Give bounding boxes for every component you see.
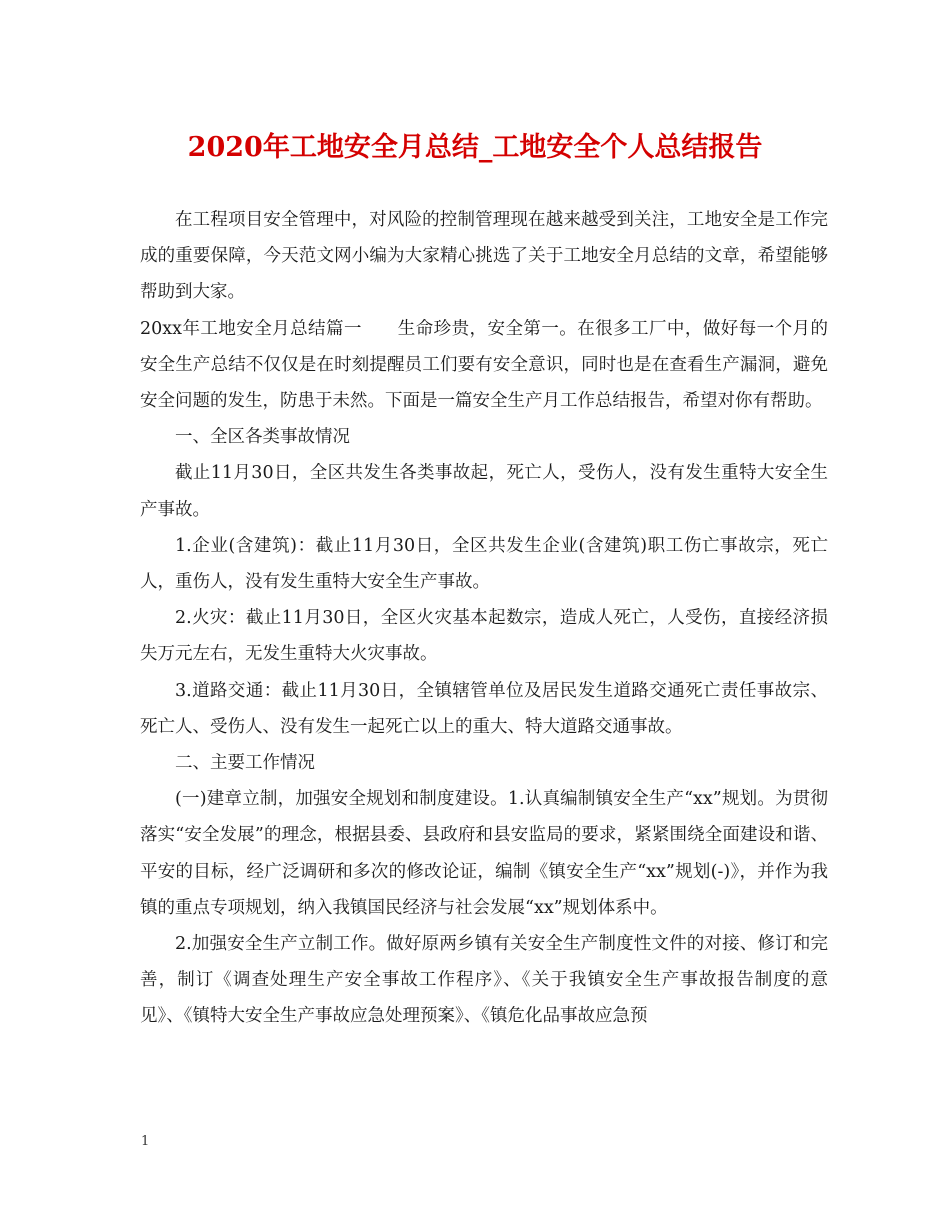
paragraph: 1.企业(含建筑)：截止11月30日，全区共发生企业(含建筑)职工伤亡事故宗，死亡人，重伤人，没有发生重特大安全生产事故。 <box>140 535 828 593</box>
paragraph: 2.加强安全生产立制工作。做好原两乡镇有关安全生产制度性文件的对接、修订和完善，制订《调查处理生产安全事故工作程序》、《关于我镇安全生产事故报告制度的意见》、《镇特大安全生产事故应急处理预案》、《镇危化品事故应急预 <box>140 934 828 1027</box>
paragraph: (一)建章立制，加强安全规划和制度建设。1.认真编制镇安全生产“xx”规划。为贯彻落实“安全发展”的理念，根据县委、县政府和县安监局的要求，紧紧围绕全面建设和谐、平安的目标，经广泛调研和多次的修改论证，编制《镇安全生产“xx”规划(-)》，并作为我镇的重点专项规划，纳入我镇国民经济与社会发展“xx”规划体系中。 <box>140 789 828 918</box>
paragraph: 截止11月30日，全区共发生各类事故起，死亡人，受伤人，没有发生重特大安全生产事故。 <box>140 463 828 520</box>
document-title: 2020年工地安全月总结_工地安全个人总结报告 <box>187 132 763 163</box>
paragraph: 20xx年工地安全月总结篇一 生命珍贵，安全第一。在很多工厂中，做好每一个月的安全生产总结不仅仅是在时刻提醒员工们要有安全意识，同时也是在查看生产漏洞，避免安全问题的发生，防患于未然。下面是一篇安全生产月工作总结报告，希望对你有帮助。 <box>140 318 828 412</box>
paragraph: 3.道路交通：截止11月30日，全镇辖管单位及居民发生道路交通死亡责任事故宗、死亡人、受伤人、没有发生一起死亡以上的重大、特大道路交通事故。 <box>140 680 828 737</box>
page-number: 1 <box>141 1134 150 1149</box>
paragraph: 在工程项目安全管理中，对风险的控制管理现在越来越受到关注，工地安全是工作完成的重要保障，今天范文网小编为大家精心挑选了关于工地安全月总结的文章，希望能够帮助到大家。 <box>140 210 828 303</box>
document-body <box>140 202 828 1035</box>
section-heading: 一、全区各类事故情况 <box>175 427 350 448</box>
paragraph: 2.火灾：截止11月30日，全区火灾基本起数宗，造成人死亡，人受伤，直接经济损失万元左右，无发生重特大火灾事故。 <box>140 608 828 665</box>
section-heading: 二、主要工作情况 <box>175 753 315 774</box>
